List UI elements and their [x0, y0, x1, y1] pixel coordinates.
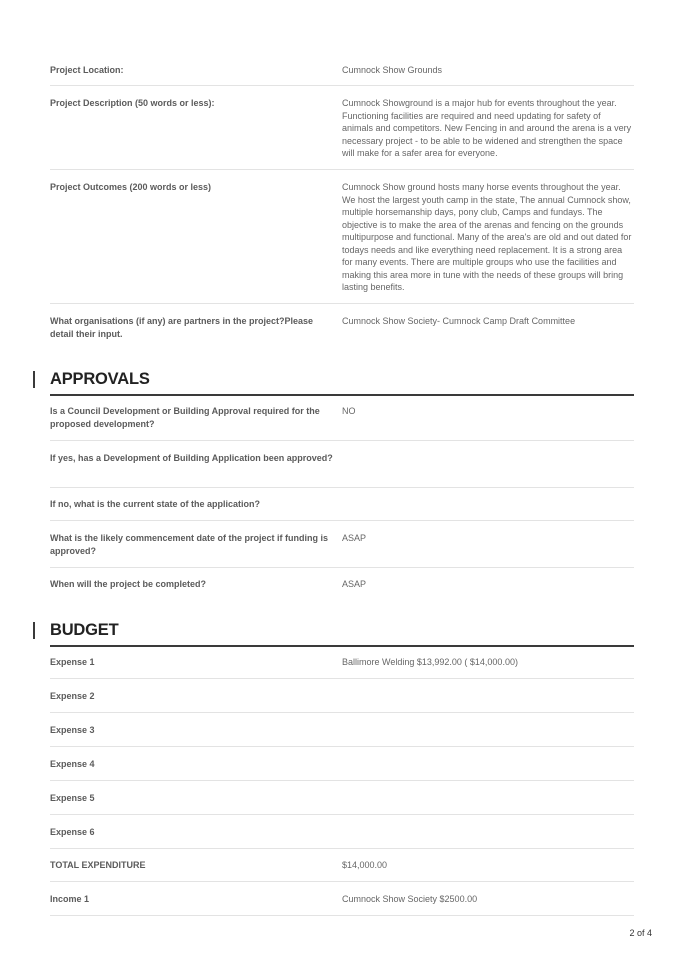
budget-heading-title: BUDGET — [50, 621, 119, 639]
budget-row-label: Income 1 — [50, 894, 90, 904]
budget-row-label: Expense 3 — [50, 725, 95, 735]
project-partners-value: Cumnock Show Society- Cumnock Camp Draft Committee — [342, 316, 576, 326]
project-partners-label: What organisations (if any) are partners in the project?Please detail their input. — [50, 316, 314, 339]
budget-heading-bar — [33, 622, 35, 639]
project-partners-row — [50, 315, 634, 345]
project-outcomes-label: Project Outcomes (200 words or less) — [50, 182, 212, 192]
project-outcomes-value: Cumnock Show ground hosts many horse events throughout the year. We host the largest youth camp in the state, The annual Cumnock show, multiple horsemanship days, pony club, Camps and fundays. The objective is to make the area of the arenas and fencing on the grounds multipurpose and functional. Many of the area's are old and out dated for todays needs and like everything need replacement. It is a strong area for many events. There are multiple groups who use the facilities and making this area more in tune with the needs of these groups will bring lasting benefits. — [342, 182, 632, 292]
budget-row — [50, 724, 634, 747]
approvals-heading-bar — [33, 371, 35, 388]
council-approval-label: Is a Council Development or Building Approval required for the proposed development? — [50, 406, 320, 429]
application-approved-row — [50, 452, 634, 488]
budget-row — [50, 656, 634, 679]
completion-row — [50, 578, 634, 600]
budget-heading — [50, 619, 634, 647]
completion-value: ASAP — [342, 579, 367, 589]
commencement-row — [50, 532, 634, 568]
budget-row-label: Expense 5 — [50, 793, 95, 803]
project-outcomes-row — [50, 181, 634, 304]
completion-label: When will the project be completed? — [50, 579, 207, 589]
application-state-label: If no, what is the current state of the application? — [50, 499, 261, 509]
page-number: 2 of 4 — [629, 928, 652, 938]
approvals-heading — [50, 368, 634, 396]
approvals-heading-title: APPROVALS — [50, 370, 150, 388]
budget-row — [50, 859, 634, 882]
project-location-label: Project Location: — [50, 65, 124, 75]
budget-row — [50, 826, 634, 849]
budget-row-label: Expense 1 — [50, 657, 95, 667]
council-approval-row — [50, 405, 634, 441]
commencement-label: What is the likely commencement date of the project if funding is approved? — [50, 533, 329, 556]
project-description-row — [50, 97, 634, 170]
project-location-value: Cumnock Show Grounds — [342, 65, 443, 75]
project-description-label: Project Description (50 words or less): — [50, 98, 215, 108]
budget-row-label: Expense 2 — [50, 691, 95, 701]
budget-row — [50, 758, 634, 781]
application-state-row — [50, 498, 634, 521]
budget-row-label: TOTAL EXPENDITURE — [50, 860, 146, 870]
budget-row — [50, 792, 634, 815]
council-approval-value: NO — [342, 406, 356, 416]
project-location-row — [50, 64, 634, 86]
project-description-value: Cumnock Showground is a major hub for events throughout the year. Functioning facilities are required and need updating for safety of animals and competitors. New Fencing in and around the arena is a very necessary project - to be able to be widened and strengthen the space will make for a safer area for everyone. — [342, 98, 632, 158]
budget-row-label: Expense 4 — [50, 759, 95, 769]
budget-row — [50, 893, 634, 916]
budget-row-label: Expense 6 — [50, 827, 95, 837]
budget-row-value: Cumnock Show Society $2500.00 — [342, 894, 478, 904]
budget-row-value: Ballimore Welding $13,992.00 ( $14,000.00) — [342, 657, 518, 667]
commencement-value: ASAP — [342, 533, 367, 543]
application-approved-label: If yes, has a Development of Building Application been approved? — [50, 453, 333, 463]
budget-row — [50, 690, 634, 713]
budget-row-value: $14,000.00 — [342, 860, 388, 870]
